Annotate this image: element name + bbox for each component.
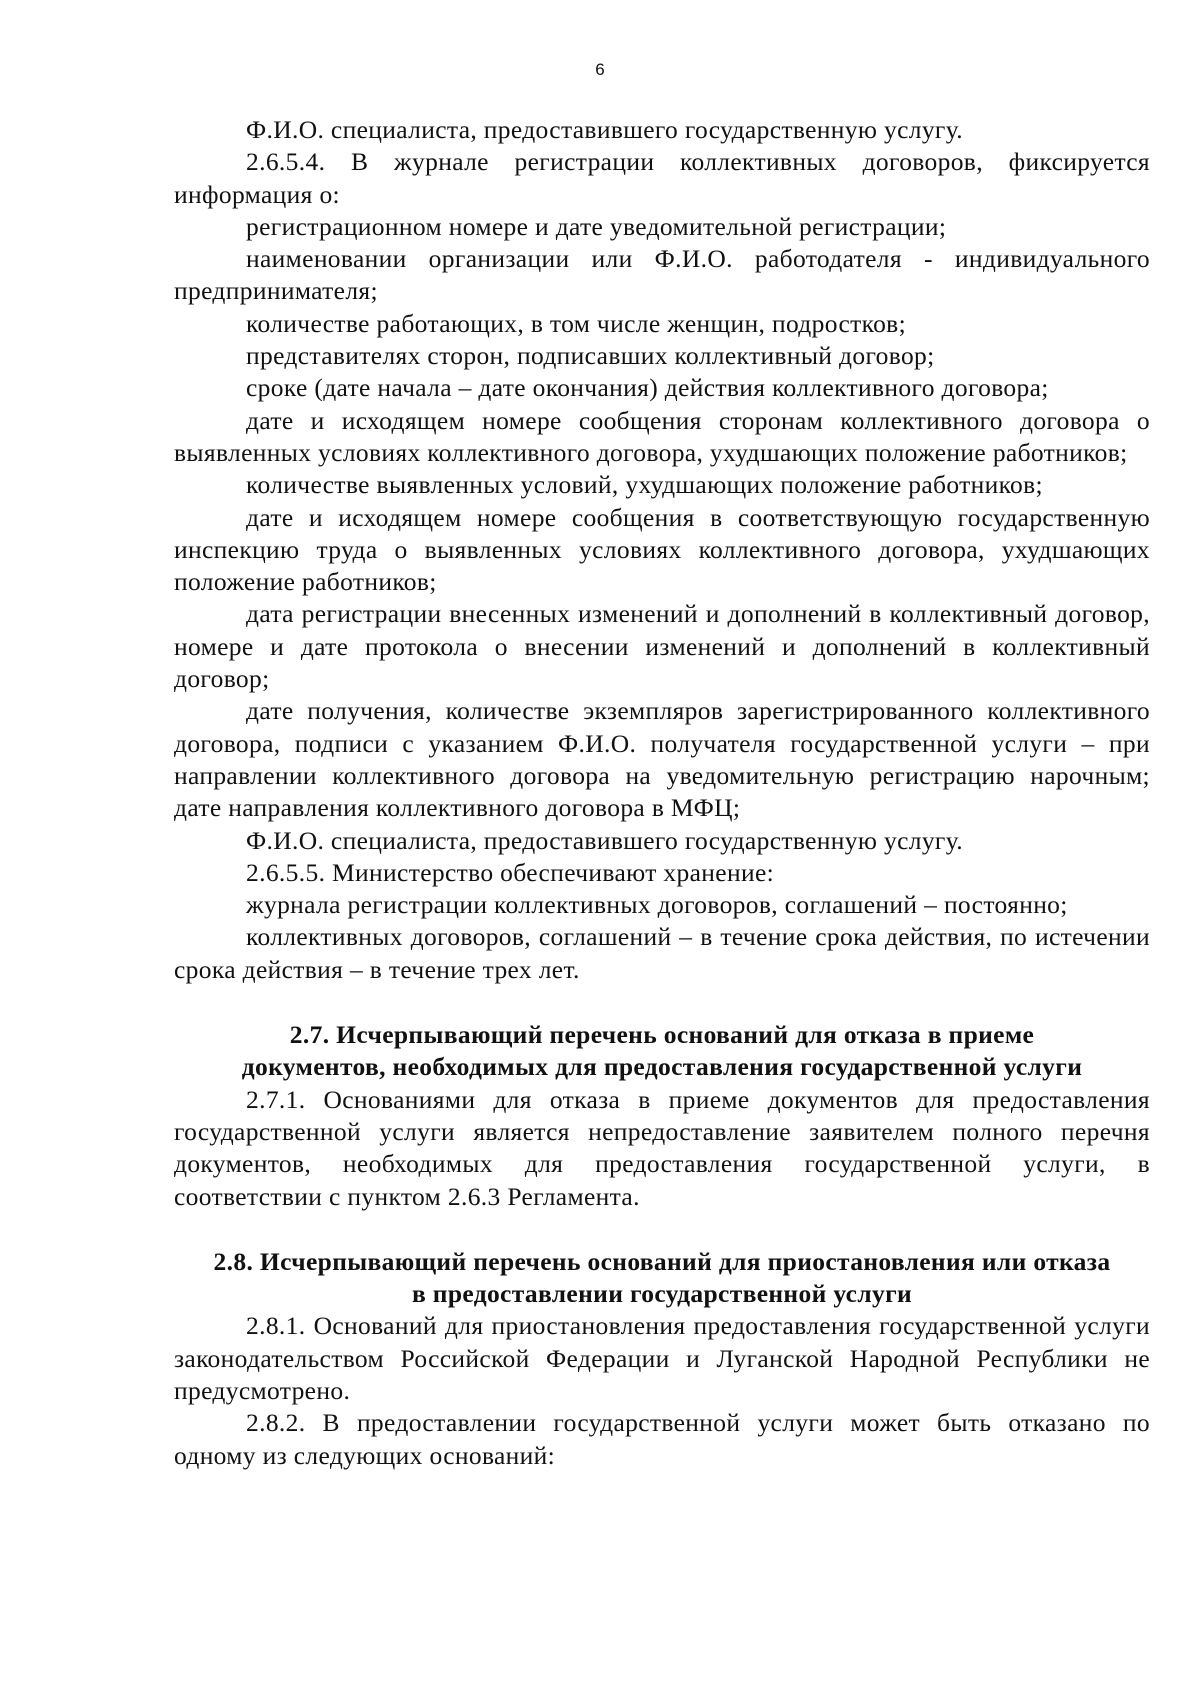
section-spacer	[174, 986, 1150, 1019]
paragraph: 2.8.1. Оснований для приостановления предоставления государственной услуги законодательством Российской Федерации и Луганской Народной Республики не предусмотрено.	[174, 1311, 1150, 1405]
paragraph: 2.6.5.4. В журнале регистрации коллективных договоров, фиксируется информация о:	[174, 147, 1150, 209]
paragraph: Ф.И.О. специалиста, предоставившего государственную услугу.	[246, 115, 964, 144]
paragraph: количестве работающих, в том числе женщин, подростков;	[246, 308, 906, 338]
paragraph: Ф.И.О. специалиста, предоставившего государственную услугу.	[246, 825, 964, 855]
paragraph: дате и исходящем номере сообщения сторонам коллективного договора о выявленных условиях коллективного договора, ухудшающих положение работников;	[174, 405, 1150, 467]
document-body	[174, 114, 1150, 1472]
page-number: 6	[595, 60, 605, 79]
paragraph: наименовании организации или Ф.И.О. работодателя - индивидуального предпринимателя;	[174, 244, 1150, 306]
paragraph: представителях сторон, подписавших коллективный договор;	[246, 341, 935, 371]
paragraph: регистрационном номере и дате уведомительной регистрации;	[246, 211, 947, 241]
section-heading-2-7	[174, 1019, 1150, 1084]
paragraph: коллективных договоров, соглашений – в течение срока действия, по истечении срока действия – в течение трех лет.	[174, 922, 1150, 984]
paragraph: дате получения, количестве экземпляров зарегистрированного коллективного договора, подписи с указанием Ф.И.О. получателя государственной услуги – при направлении коллективного договора на уведомительную регистрацию нарочным; дате направления коллективного договора в МФЦ;	[174, 696, 1150, 823]
heading-line: в предоставлении государственной услуги	[411, 1279, 913, 1309]
heading-line: документов, необходимых для предоставления государственной услуги	[241, 1052, 1083, 1082]
paragraph: 2.6.5.5. Министерство обеспечивают хранение:	[246, 857, 775, 887]
paragraph: сроке (дате начала – дате окончания) действия коллективного договора;	[246, 373, 1049, 403]
paragraph: дате и исходящем номере сообщения в соответствующую государственную инспекцию труда о выявленных условиях коллективного договора, ухудшающих положение работников;	[174, 502, 1150, 597]
section-heading-2-8	[174, 1246, 1150, 1311]
heading-line: 2.8. Исчерпывающий перечень оснований для приостановления или отказа	[213, 1246, 1111, 1276]
heading-line: 2.7. Исчерпывающий перечень оснований для отказа в приеме	[289, 1020, 1035, 1050]
paragraph: журнала регистрации коллективных договоров, соглашений – постоянно;	[246, 890, 1068, 920]
paragraph: количестве выявленных условий, ухудшающих положение работников;	[246, 470, 1043, 500]
section-spacer	[174, 1213, 1150, 1246]
paragraph: дата регистрации внесенных изменений и дополнений в коллективный договор, номере и дате протокола о внесении изменений и дополнений в коллективный договор;	[174, 599, 1150, 694]
paragraph: 2.8.2. В предоставлении государственной услуги может быть отказано по одному из следующих оснований:	[174, 1408, 1150, 1470]
paragraph: 2.7.1. Основаниями для отказа в приеме документов для предоставления государственной услуги является непредоставление заявителем полного перечня документов, необходимых для предоставления государственной услуги, в соответствии с пунктом 2.6.3 Регламента.	[174, 1084, 1150, 1211]
